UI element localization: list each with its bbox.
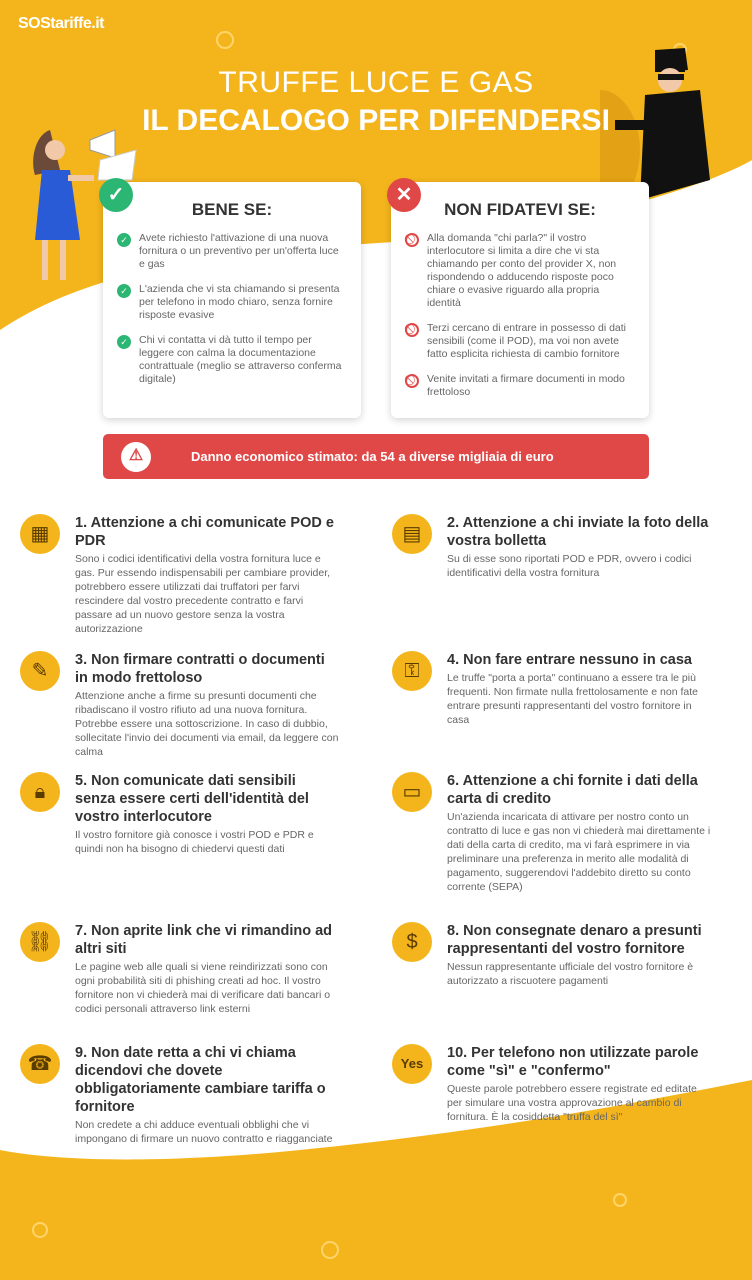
bad-item-text: Venite invitati a firmare documenti in modo frettoloso: [427, 373, 625, 398]
tip-text: Le pagine web alle quali si viene reindirizzati sono con ogni probabilità siti di phishing creati ad hoc. Il vostro fornitore non vi chiederà mai di verificare dati bancari o codici personali attraverso link esterni: [75, 961, 331, 1015]
check-icon: ✓: [99, 178, 133, 212]
lock-icon: 🔒︎: [20, 772, 60, 812]
tip-text: Sono i codici identificativi della vostra fornitura luce e gas. Pur essendo indispensabili per cambiare provider, potrebbero essere utilizzati dai truffatori per farvi rescindere dal vostro precedente contratto e farvi passare ad un nuovo gestore senza la vostra autorizzazione: [75, 553, 331, 635]
tip-title: 6. Attenzione a chi fornite i dati della carta di credito: [447, 773, 698, 807]
good-signs-card: [103, 182, 361, 418]
tip-text: Queste parole potrebbero essere registrate ed editate per simulare una vostra approvazione al cambio di fornitura. È la cosiddetta "truffa del sì": [447, 1083, 697, 1123]
contract-icon: ✎: [20, 651, 60, 691]
tip-title: 3. Non firmare contratti o documenti in modo frettoloso: [75, 652, 325, 686]
page-title-line2: IL DECALOGO PER DIFENDERSI: [142, 104, 610, 137]
meter-icon: ▦: [20, 514, 60, 554]
bad-item: [405, 232, 635, 310]
tip-title: 8. Non consegnate denaro a presunti rappresentanti del vostro fornitore: [447, 923, 702, 957]
bad-item-text: Terzi cercano di entrare in possesso di dati sensibili (come il POD), ma voi non avete fatto esplicita richiesta di cambio fornitore: [427, 322, 627, 360]
tip-title: 7. Non aprite link che vi rimandino ad altri siti: [75, 923, 333, 957]
tip-text: Un'azienda incaricata di attivare per nostro conto un contratto di luce e gas non vi chiederà mai direttamente i dati della carta di credito, ma vi farà esprimere in via preliminare una preferenza in merito alle modalità di pagamento, suggerendovi l'addebito diretto su conto corrente (SEPA): [447, 811, 711, 893]
tip-text: Nessun rappresentante ufficiale del vostro fornitore è autorizzato a riscuotere pagamenti: [447, 961, 694, 987]
tip-text: Il vostro fornitore già conosce i vostri POD e PDR e quindi non ha bisogno di chiedervi questi dati: [75, 829, 314, 855]
check-circle-icon: ✓: [117, 284, 131, 298]
link-icon: ⛓: [20, 922, 60, 962]
brand-logo[interactable]: SOStariffe.it: [18, 15, 104, 32]
good-item-text: Avete richiesto l'attivazione di una nuova fornitura o un preventivo per un'offerta luce e gas: [139, 232, 339, 270]
tip-item: [20, 772, 340, 856]
money-icon: $: [392, 922, 432, 962]
tip-title: 1. Attenzione a chi comunicate POD e PDR: [75, 515, 334, 549]
check-circle-icon: ✓: [117, 233, 131, 247]
bad-card-title: NON FIDATEVI SE:: [444, 200, 596, 219]
yes-bubble-icon: Yes: [392, 1044, 432, 1084]
good-card-title: BENE SE:: [191, 200, 273, 219]
prohibited-icon: [405, 374, 419, 388]
tip-item: [20, 651, 340, 759]
phone-icon: ☎: [20, 1044, 60, 1084]
bill-icon: ▤: [392, 514, 432, 554]
tip-item: [392, 772, 712, 894]
tip-item: [392, 514, 712, 580]
damage-estimate-banner: [103, 434, 649, 479]
tip-item: [20, 922, 340, 1016]
check-circle-icon: ✓: [117, 335, 131, 349]
good-item: [117, 283, 347, 322]
door-handle-icon: ⚿: [392, 651, 432, 691]
good-item: [117, 232, 347, 271]
tip-title: 4. Non fare entrare nessuno in casa: [447, 652, 692, 668]
tip-item: [20, 514, 340, 636]
tip-item: [392, 1044, 712, 1124]
tip-text: Le truffe "porta a porta" continuano a essere tra le più frequenti. Non firmate nulla frettolosamente e non fate entrare presunti rappresentanti del vostro fornitore in casa: [447, 672, 698, 726]
credit-card-icon: ▭: [392, 772, 432, 812]
page-title-line1: TRUFFE LUCE E GAS: [218, 66, 534, 99]
warning-signs-card: [391, 182, 649, 418]
tip-item: [392, 651, 712, 727]
tip-title: 10. Per telefono non utilizzate parole come "sì" e "confermo": [447, 1045, 699, 1079]
tip-title: 9. Non date retta a chi vi chiama dicendovi che dovete obbligatoriamente cambiare tariffa o fornitore: [75, 1045, 326, 1115]
prohibited-icon: [405, 233, 419, 247]
bad-item-text: Alla domanda "chi parla?" il vostro interlocutore si limita a dire che vi sta chiamando per conto del provider X, non rispondendo o adducendo risposte poco chiare o evasive riguardo alla propria identità: [427, 232, 617, 309]
bad-item: [405, 322, 635, 361]
warning-triangle-icon: ⚠: [121, 442, 151, 472]
tip-text: Non credete a chi adduce eventuali obblighi che vi impongano di firmare un nuovo contratto e riagganciate: [75, 1119, 333, 1145]
tip-title: 5. Non comunicate dati sensibili senza essere certi dell'identità del vostro interlocutore: [75, 773, 309, 825]
good-item: [117, 334, 347, 386]
good-item-text: L'azienda che vi sta chiamando si presenta per telefono in modo chiaro, senza fornire risposte evasive: [139, 283, 340, 321]
cross-icon: ✕: [387, 178, 421, 212]
tip-text: Su di esse sono riportati POD e PDR, ovvero i codici identificativi della vostra fornitura: [447, 553, 692, 579]
tip-item: [20, 1044, 340, 1146]
prohibited-icon: [405, 323, 419, 337]
good-item-text: Chi vi contatta vi dà tutto il tempo per leggere con calma la documentazione contrattuale (meglio se attraverso conferma digitale): [139, 334, 342, 385]
tip-title: 2. Attenzione a chi inviate la foto della vostra bolletta: [447, 515, 709, 549]
bad-item: [405, 373, 635, 399]
banner-text: Danno economico stimato: da 54 a diverse migliaia di euro: [191, 449, 554, 464]
tip-text: Attenzione anche a firme su presunti documenti che ribadiscano il vostro rifiuto ad una nuova fornitura. Potrebbe essere una sottoscrizione. In caso di dubbio, sollecitate l'invio dei documenti via email, da leggere con calma: [75, 690, 339, 758]
tip-item: [392, 922, 712, 988]
